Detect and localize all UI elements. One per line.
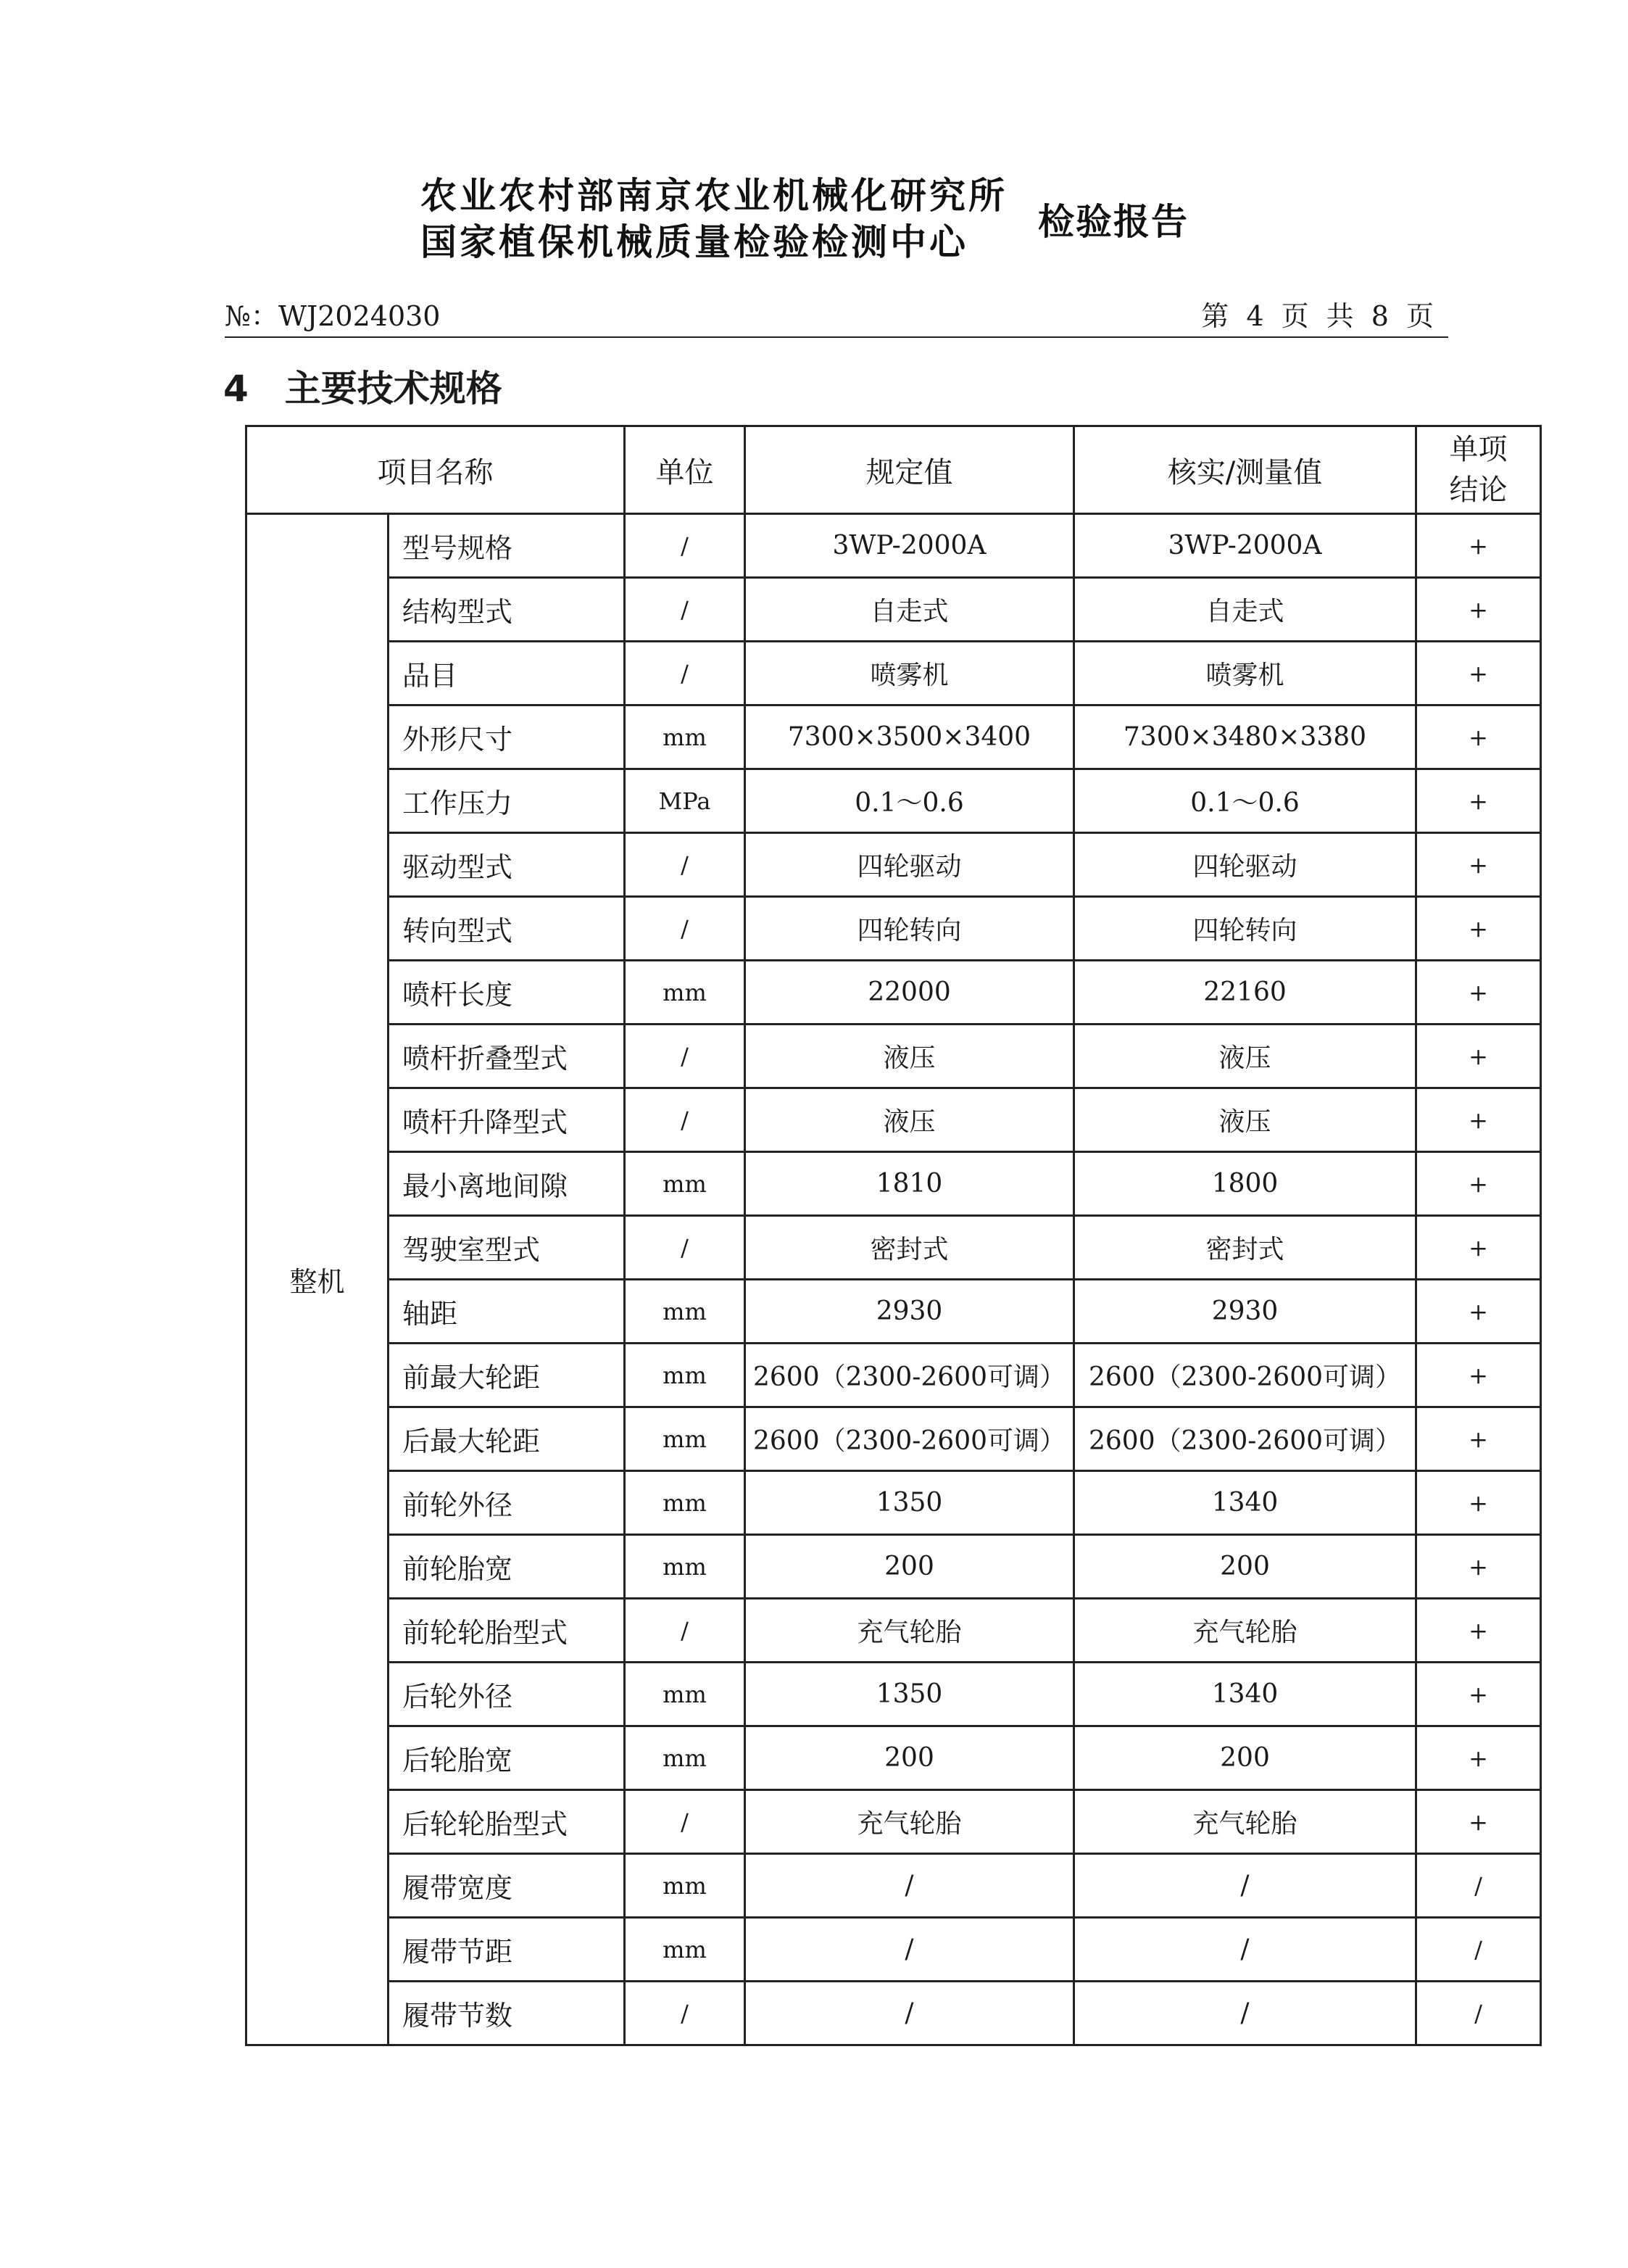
- unit-cell: mm: [625, 1854, 745, 1918]
- specified-value-cell: 密封式: [745, 1216, 1074, 1280]
- item-name-cell: 结构型式: [389, 578, 625, 642]
- table-row: [246, 1407, 1541, 1471]
- conclusion-cell: /: [1416, 1854, 1541, 1918]
- item-name-cell: 前轮胎宽: [389, 1535, 625, 1599]
- conclusion-cell: +: [1416, 705, 1541, 769]
- conclusion-cell: +: [1416, 1726, 1541, 1790]
- specified-value-cell: 四轮转向: [745, 897, 1074, 961]
- table-row: [246, 1790, 1541, 1854]
- measured-value-cell: 200: [1074, 1726, 1416, 1790]
- item-name-cell: 后轮胎宽: [389, 1726, 625, 1790]
- conclusion-cell: /: [1416, 1918, 1541, 1982]
- org-name-line-2: 国家植保机械质量检验检测中心: [420, 221, 968, 263]
- measured-value-cell: 密封式: [1074, 1216, 1416, 1280]
- item-name-cell: 喷杆长度: [389, 961, 625, 1025]
- measured-value-cell: 22160: [1074, 961, 1416, 1025]
- item-name-cell: 型号规格: [389, 514, 625, 578]
- item-name-cell: 后最大轮距: [389, 1407, 625, 1471]
- item-name-cell: 最小离地间隙: [389, 1152, 625, 1216]
- report-title: 检验报告: [1038, 201, 1189, 243]
- conclusion-cell: +: [1416, 1599, 1541, 1663]
- conclusion-cell: +: [1416, 1535, 1541, 1599]
- specified-value-cell: 液压: [745, 1025, 1074, 1088]
- item-name-cell: 履带节数: [389, 1982, 625, 2045]
- specified-value-cell: 1350: [745, 1663, 1074, 1726]
- item-name-cell: 驾驶室型式: [389, 1216, 625, 1280]
- table-row: [246, 1663, 1541, 1726]
- specified-value-cell: 2930: [745, 1280, 1074, 1344]
- measured-value-cell: 喷雾机: [1074, 642, 1416, 705]
- header-conclusion: [1416, 426, 1541, 514]
- table-row: [246, 1726, 1541, 1790]
- unit-cell: /: [625, 514, 745, 578]
- spec-table: [245, 425, 1542, 2046]
- unit-cell: /: [625, 1025, 745, 1088]
- measured-value-cell: 0.1～0.6: [1074, 769, 1416, 833]
- conclusion-cell: +: [1416, 897, 1541, 961]
- measured-value-cell: 自走式: [1074, 578, 1416, 642]
- specified-value-cell: /: [745, 1982, 1074, 2045]
- table-row: [246, 1535, 1541, 1599]
- specified-value-cell: 2600（2300-2600可调）: [745, 1407, 1074, 1471]
- specified-value-cell: 充气轮胎: [745, 1790, 1074, 1854]
- table-body: [246, 514, 1541, 2045]
- specified-value-cell: 200: [745, 1535, 1074, 1599]
- table-row: [246, 1025, 1541, 1088]
- item-name-cell: 前最大轮距: [389, 1344, 625, 1407]
- unit-cell: /: [625, 1599, 745, 1663]
- specified-value-cell: 1350: [745, 1471, 1074, 1535]
- organization-names: [420, 173, 1008, 265]
- measured-value-cell: 液压: [1074, 1025, 1416, 1088]
- item-name-cell: 工作压力: [389, 769, 625, 833]
- unit-cell: mm: [625, 1344, 745, 1407]
- header-measured-value: 核实/测量值: [1074, 426, 1416, 514]
- conclusion-cell: /: [1416, 1982, 1541, 2045]
- page-indicator: 第 4 页 共 8 页: [1201, 300, 1438, 332]
- unit-cell: mm: [625, 1407, 745, 1471]
- item-name-cell: 外形尺寸: [389, 705, 625, 769]
- measured-value-cell: /: [1074, 1918, 1416, 1982]
- table-row: [246, 897, 1541, 961]
- measured-value-cell: 200: [1074, 1535, 1416, 1599]
- measured-value-cell: 2600（2300-2600可调）: [1074, 1407, 1416, 1471]
- section-title: 主要技术规格: [284, 368, 502, 410]
- conclusion-cell: +: [1416, 1088, 1541, 1152]
- unit-cell: mm: [625, 1918, 745, 1982]
- report-header: [420, 173, 1189, 265]
- item-name-cell: 喷杆升降型式: [389, 1088, 625, 1152]
- table-row: [246, 1152, 1541, 1216]
- unit-cell: /: [625, 642, 745, 705]
- item-name-cell: 履带节距: [389, 1918, 625, 1982]
- table-row: [246, 961, 1541, 1025]
- unit-cell: mm: [625, 961, 745, 1025]
- conclusion-cell: +: [1416, 514, 1541, 578]
- specified-value-cell: 自走式: [745, 578, 1074, 642]
- unit-cell: MPa: [625, 769, 745, 833]
- item-name-cell: 后轮轮胎型式: [389, 1790, 625, 1854]
- header-unit: 单位: [625, 426, 745, 514]
- conclusion-cell: +: [1416, 1152, 1541, 1216]
- table-row: [246, 642, 1541, 705]
- conclusion-cell: +: [1416, 1216, 1541, 1280]
- table-row: [246, 769, 1541, 833]
- table-row: [246, 1344, 1541, 1407]
- table-row: [246, 1599, 1541, 1663]
- specified-value-cell: 2600（2300-2600可调）: [745, 1344, 1074, 1407]
- table-row: [246, 1280, 1541, 1344]
- header-conclusion-line2: 结论: [1449, 473, 1508, 507]
- unit-cell: mm: [625, 705, 745, 769]
- unit-cell: /: [625, 1216, 745, 1280]
- specified-value-cell: 3WP-2000A: [745, 514, 1074, 578]
- header-conclusion-line1: 单项: [1449, 433, 1508, 466]
- conclusion-cell: +: [1416, 1471, 1541, 1535]
- unit-cell: /: [625, 578, 745, 642]
- unit-cell: /: [625, 897, 745, 961]
- item-name-cell: 喷杆折叠型式: [389, 1025, 625, 1088]
- measured-value-cell: 1800: [1074, 1152, 1416, 1216]
- conclusion-cell: +: [1416, 1407, 1541, 1471]
- conclusion-cell: +: [1416, 769, 1541, 833]
- conclusion-cell: +: [1416, 1025, 1541, 1088]
- measured-value-cell: 充气轮胎: [1074, 1599, 1416, 1663]
- table-row: [246, 1088, 1541, 1152]
- item-name-cell: 后轮外径: [389, 1663, 625, 1726]
- specified-value-cell: 200: [745, 1726, 1074, 1790]
- report-number: №：WJ2024030: [225, 300, 441, 332]
- table-row: [246, 1982, 1541, 2045]
- measured-value-cell: 充气轮胎: [1074, 1790, 1416, 1854]
- item-name-cell: 前轮外径: [389, 1471, 625, 1535]
- specified-value-cell: /: [745, 1854, 1074, 1918]
- conclusion-cell: +: [1416, 1344, 1541, 1407]
- conclusion-cell: +: [1416, 1280, 1541, 1344]
- section-number: 4: [223, 368, 249, 410]
- measured-value-cell: 四轮转向: [1074, 897, 1416, 961]
- item-name-cell: 驱动型式: [389, 833, 625, 897]
- table-row: [246, 1854, 1541, 1918]
- unit-cell: mm: [625, 1471, 745, 1535]
- item-name-cell: 前轮轮胎型式: [389, 1599, 625, 1663]
- report-meta-line: [225, 296, 1448, 338]
- unit-cell: mm: [625, 1535, 745, 1599]
- item-name-cell: 品目: [389, 642, 625, 705]
- unit-cell: mm: [625, 1726, 745, 1790]
- measured-value-cell: 1340: [1074, 1471, 1416, 1535]
- specified-value-cell: 22000: [745, 961, 1074, 1025]
- specified-value-cell: 7300×3500×3400: [745, 705, 1074, 769]
- measured-value-cell: 四轮驱动: [1074, 833, 1416, 897]
- measured-value-cell: 液压: [1074, 1088, 1416, 1152]
- item-name-cell: 转向型式: [389, 897, 625, 961]
- conclusion-cell: +: [1416, 642, 1541, 705]
- unit-cell: mm: [625, 1280, 745, 1344]
- measured-value-cell: 3WP-2000A: [1074, 514, 1416, 578]
- table-header-row: [246, 426, 1541, 514]
- unit-cell: /: [625, 1982, 745, 2045]
- specified-value-cell: 充气轮胎: [745, 1599, 1074, 1663]
- item-name-cell: 履带宽度: [389, 1854, 625, 1918]
- measured-value-cell: /: [1074, 1982, 1416, 2045]
- group-label: 整机: [246, 514, 389, 2045]
- conclusion-cell: +: [1416, 833, 1541, 897]
- conclusion-cell: +: [1416, 578, 1541, 642]
- measured-value-cell: 1340: [1074, 1663, 1416, 1726]
- item-name-cell: 轴距: [389, 1280, 625, 1344]
- specified-value-cell: 1810: [745, 1152, 1074, 1216]
- specified-value-cell: /: [745, 1918, 1074, 1982]
- header-specified-value: 规定值: [745, 426, 1074, 514]
- specified-value-cell: 液压: [745, 1088, 1074, 1152]
- measured-value-cell: 2930: [1074, 1280, 1416, 1344]
- table-row: [246, 1216, 1541, 1280]
- conclusion-cell: +: [1416, 1790, 1541, 1854]
- unit-cell: /: [625, 1088, 745, 1152]
- measured-value-cell: /: [1074, 1854, 1416, 1918]
- measured-value-cell: 2600（2300-2600可调）: [1074, 1344, 1416, 1407]
- section-heading: [223, 360, 502, 412]
- table-row: [246, 514, 1541, 578]
- table-row: [246, 1471, 1541, 1535]
- unit-cell: mm: [625, 1663, 745, 1726]
- table-row: [246, 1918, 1541, 1982]
- conclusion-cell: +: [1416, 1663, 1541, 1726]
- table-row: [246, 578, 1541, 642]
- measured-value-cell: 7300×3480×3380: [1074, 705, 1416, 769]
- specified-value-cell: 0.1～0.6: [745, 769, 1074, 833]
- specified-value-cell: 喷雾机: [745, 642, 1074, 705]
- conclusion-cell: +: [1416, 961, 1541, 1025]
- specified-value-cell: 四轮驱动: [745, 833, 1074, 897]
- unit-cell: /: [625, 833, 745, 897]
- table-row: [246, 705, 1541, 769]
- unit-cell: /: [625, 1790, 745, 1854]
- table-row: [246, 833, 1541, 897]
- org-name-line-1: 农业农村部南京农业机械化研究所: [420, 175, 1008, 217]
- unit-cell: mm: [625, 1152, 745, 1216]
- header-item-name: 项目名称: [246, 426, 625, 514]
